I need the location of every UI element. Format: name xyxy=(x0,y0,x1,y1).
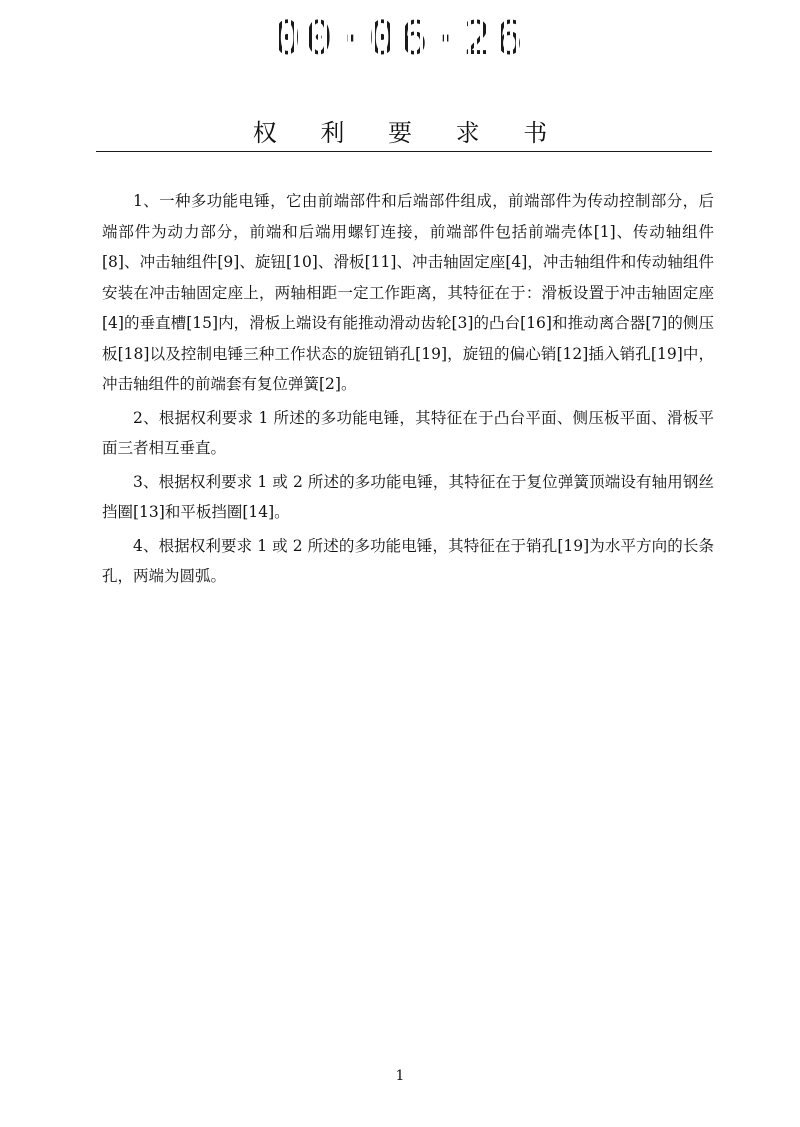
claims-list xyxy=(102,186,714,595)
claim-3: 3、根据权利要求 1 或 2 所述的多功能电锤，其特征在于复位弹簧顶端设有轴用钢丝挡圈[13]和平板挡圈[14]。 xyxy=(102,472,714,521)
date-stamp xyxy=(0,12,800,64)
claim-4: 4、根据权利要求 1 或 2 所述的多功能电锤，其特征在于销孔[19]为水平方向的长条孔，两端为圆弧。 xyxy=(102,536,714,585)
page-number: 1 xyxy=(395,1068,405,1084)
claim-2: 2、根据权利要求 1 所述的多功能电锤，其特征在于凸台平面、侧压板平面、滑板平面三者相互垂直。 xyxy=(102,408,714,457)
title-divider xyxy=(96,151,712,152)
claim-1: 1、一种多功能电锤，它由前端部件和后端部件组成，前端部件为传动控制部分，后端部件为动力部分，前端和后端用螺钉连接，前端部件包括前端壳体[1]、传动轴组件[8]、冲击轴组件[9]、旋钮[10]、滑板[11]、冲击轴固定座[4]，冲击轴组件和传动轴组件安装在冲击轴固定座上，两轴相距一定工作距离，其特征在于：滑板设置于冲击轴固定座[4]的垂直槽[15]内，滑板上端设有能推动滑动齿轮[3]的凸台[16]和推动离合器[7]的侧压板[18]以及控制电锤三种工作状态的旋钮销孔[19]，旋钮的偏心销[12]插入销孔[19]中，冲击轴组件的前端套有复位弹簧[2]。 xyxy=(102,192,714,393)
stamp-date: 00·06·26 xyxy=(273,11,527,65)
document-title: 权 利 要 求 书 xyxy=(252,119,566,147)
